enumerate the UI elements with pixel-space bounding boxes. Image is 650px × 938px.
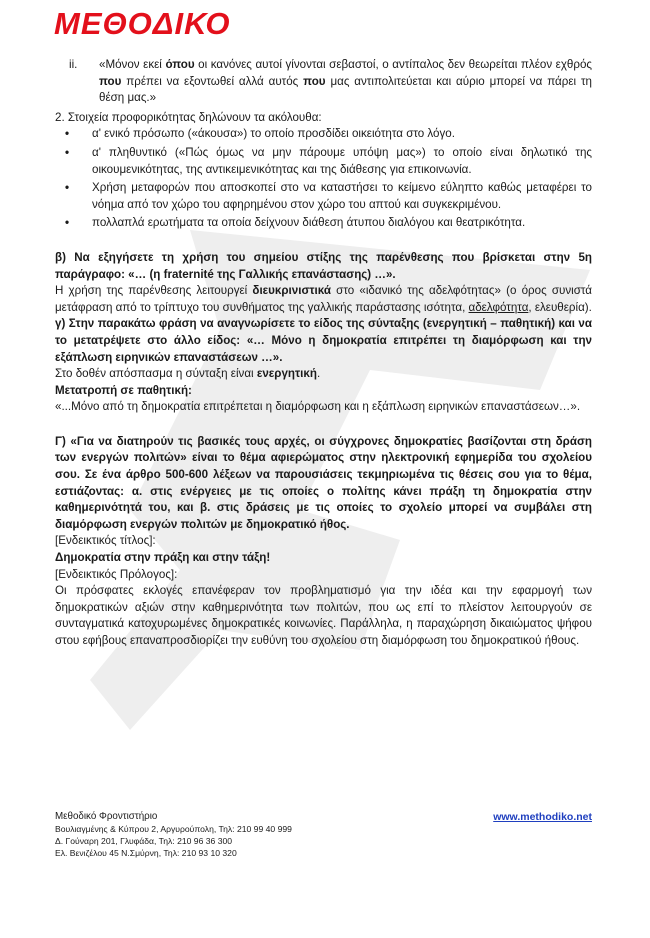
passive-label: Μετατροπή σε παθητική:	[55, 383, 192, 397]
roman-numeral: ii.	[69, 58, 78, 71]
prologue-label: [Ενδεικτικός Πρόλογος]:	[55, 567, 178, 581]
question-beta: β) Να εξηγήσετε τη χρήση του σημείου στίξης της παρένθεσης που βρίσκεται στην 5η παράγραφο: «… (η fraternité της Γαλλικής επανάστασης) …».	[55, 250, 592, 281]
bullet-icon: •	[65, 181, 70, 195]
section-g-task: Γ) «Για να διατηρούν τις βασικές τους αρχές, οι σύγχρονες δημοκρατίες βασίζονται στη δράση των ενεργών πολιτών» είναι το θέμα αφιερώματος στην ηλεκτρονική εφημερίδα του σχολείου σου. Σε ένα άρθρο 500-600 λέξεων να παρουσιάσεις τεκμηριωμένα τις θέσεις σου για το θέμα, εστιάζοντας: α. στις ενέργειες με τις οποίες ο πολίτης κάνει πράξη τη δημοκρατία στην καθημερινότητά του, και β. στις δράσεις με τις οποίες το σχολείο μπορεί να συμβάλει στη διαμόρφωση ενεργών πολιτών με δημοκρατικό ήθος.	[55, 434, 592, 531]
point-2-heading: 2. Στοιχεία προφορικότητας δηλώνουν τα ακόλουθα:	[55, 110, 322, 124]
page-footer	[55, 811, 592, 859]
passive-text: «...Μόνο από τη δημοκρατία επιτρέπεται η διαμόρφωση και η εξάπλωση ειρηνικών επαναστάσεων…».	[55, 400, 581, 414]
footer-address-line: Ελ. Βενιζέλου 45 Ν.Σμύρνη, Τηλ: 210 93 10 320	[55, 848, 237, 858]
list-item: • α' ενικό πρόσωπο («άκουσα») το οποίο προσδίδει οικειότητα στο λόγο.	[55, 126, 592, 143]
question-gamma: γ) Στην παρακάτω φράση να αναγνωρίσετε το είδος της σύνταξης (ενεργητική – παθητική) και να το μετατρέψετε στο άλλο είδος: «… Μόνο η δημοκρατία επιτρέπει τη διαμόρφωση και την εξάπλωση ειρηνικών επαναστάσεων …».	[55, 317, 592, 364]
list-item: • Χρήση μεταφορών που αποσκοπεί στο να καταστήσει το κείμενο εύληπτο καθώς μεταφέρει το νόημα από τον χώρο του αφηρημένου στον χώρο του απτού και συγκεκριμένου.	[55, 180, 592, 213]
document-body	[55, 57, 592, 650]
indicative-title: Δημοκρατία στην πράξη και στην τάξη!	[55, 551, 271, 565]
bullet-icon: •	[65, 216, 70, 230]
website-link[interactable]: www.methodiko.net	[493, 811, 592, 823]
answer-gamma: Στο δοθέν απόσπασμα η σύνταξη είναι ενεργητική.	[55, 367, 321, 381]
footer-company-name: Μεθοδικό Φροντιστήριο	[55, 811, 158, 822]
title-label: [Ενδεικτικός τίτλος]:	[55, 534, 156, 548]
answer-beta: Η χρήση της παρένθεσης λειτουργεί διευκρινιστικά στο «ιδανικό της αδελφότητας» (ο όρος συνιστά μετάφραση από το τρίπτυχο του συνθήματος της γαλλικής παράστασης ισότητα, αδελφότητα, ελευθερία).	[55, 284, 592, 314]
list-item: • πολλαπλά ερωτήματα τα οποία δείχνουν διάθεση άτυπου διαλόγου και θεατρικότητα.	[55, 215, 592, 232]
bullet-icon: •	[65, 145, 70, 159]
orality-bullet-list	[55, 126, 592, 232]
list-item: • α' πληθυντικό («Πώς όμως να μην πάρουμε υπόψη μας») το οποίο είναι δηλωτικό της οικουμενικότητας, της αντικειμενικότητας και της διάθεσης για επικοινωνία.	[55, 145, 592, 178]
bullet-icon: •	[65, 127, 70, 141]
footer-address-line: Βουλιαγμένης & Κύπρου 2, Αργυρούπολη, Τηλ: 210 99 40 999	[55, 824, 292, 834]
prologue-text: Οι πρόσφατες εκλογές επανέφεραν τον προβληματισμό για την ιδέα και την εφαρμογή των δημοκρατικών αξιών στην καθημερινότητα των πολιτών, που ως επί το πλείστον λειτουργούν σε συνταγματικά κατοχυρωμένες δημοκρατικές κοινωνίες. Παράλληλα, η παραχώρηση δικαιώματος ψήφου στου εφήβους επαναπροσδιορίζει την ευθύνη του σχολείου στη διαμόρφωση του δημοκρατικού ήθους.	[55, 584, 592, 647]
footer-address-line: Δ. Γούναρη 201, Γλυφάδα, Τηλ: 210 96 36 300	[55, 836, 233, 846]
roman-item-ii	[55, 57, 592, 107]
methodiko-logo: ΜΕΘΟΔΙΚΟ	[54, 6, 231, 41]
roman-item-text: «Μόνον εκεί όπου οι κανόνες αυτοί γίνονται σεβαστοί, ο αντίπαλος δεν θεωρείται πλέον εχθρός που πρέπει να εξοντωθεί αλλά αυτός που μας αντιπολιτεύεται και αύριο μπορεί να πάρει τη θέση μας.»	[99, 58, 593, 105]
